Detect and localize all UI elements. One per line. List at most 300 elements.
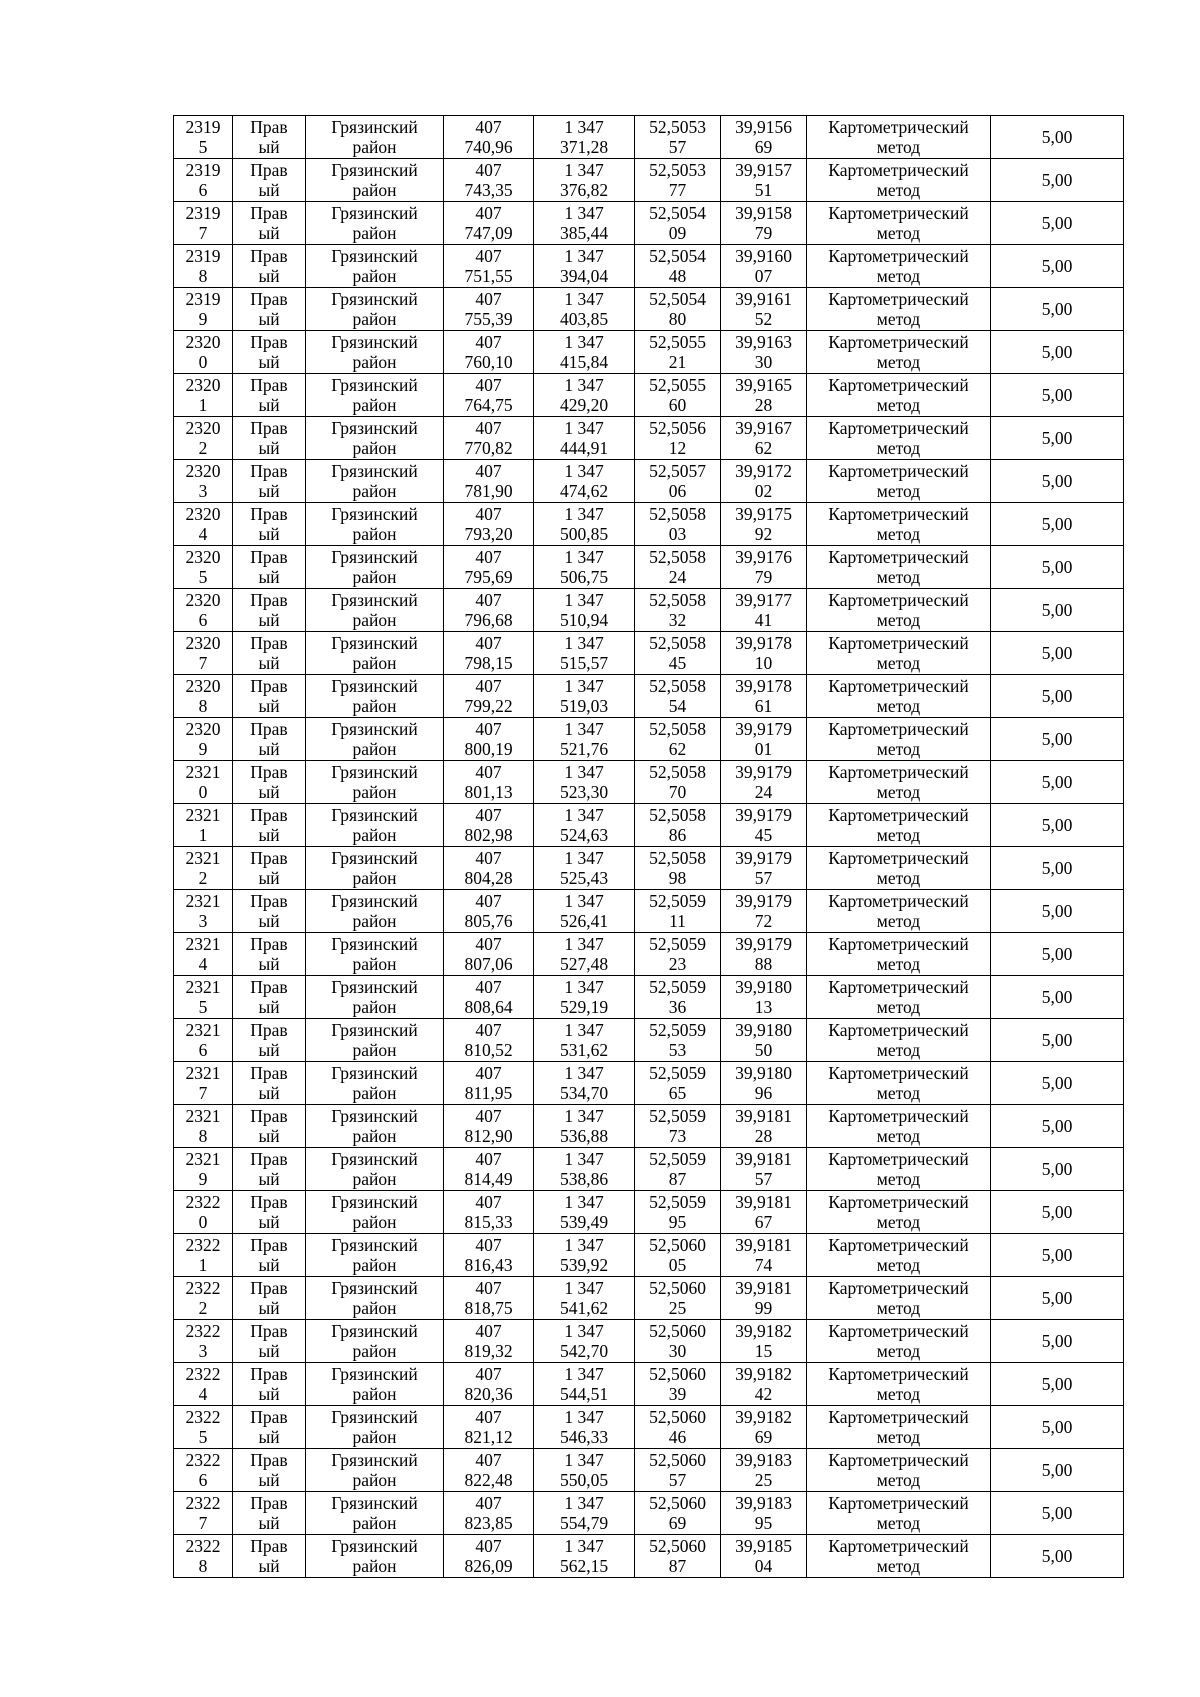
accuracy-cell: 5,00 (991, 1277, 1124, 1320)
longitude-cell-line: 39,9183 (735, 1493, 792, 1513)
table-row (174, 1105, 1124, 1148)
latitude-cell-line: 98 (668, 868, 687, 888)
longitude-cell-line: 39,9182 (735, 1321, 792, 1341)
district-cell (306, 288, 444, 331)
longitude-cell (721, 1191, 807, 1234)
table-row (174, 1062, 1124, 1105)
y-coordinate-cell (534, 288, 635, 331)
point-number-cell-line: 0 (198, 352, 208, 372)
district-cell-line: район (352, 524, 397, 544)
bank-side-cell (233, 1234, 306, 1277)
method-cell-line: метод (876, 1556, 921, 1576)
bank-side-cell-line: ый (258, 1470, 280, 1490)
x-coordinate-cell-line: 407 (475, 891, 502, 911)
point-number-cell-line: 2322 (185, 1321, 221, 1341)
latitude-cell (635, 1105, 721, 1148)
bank-side-cell-line: ый (258, 1384, 280, 1404)
longitude-cell-line: 39,9158 (735, 203, 792, 223)
x-coordinate-cell (444, 632, 534, 675)
y-coordinate-cell (534, 589, 635, 632)
longitude-cell-line: 61 (754, 696, 773, 716)
x-coordinate-cell (444, 503, 534, 546)
district-cell-line: Грязинский (331, 719, 418, 739)
accuracy-cell: 5,00 (991, 1105, 1124, 1148)
method-cell-line: Картометрический (828, 1149, 969, 1169)
point-number-cell-line: 2321 (185, 934, 221, 954)
longitude-cell-line: 07 (754, 266, 773, 286)
method-cell (807, 460, 991, 503)
y-coordinate-cell-line: 515,57 (559, 653, 609, 673)
y-coordinate-cell (534, 933, 635, 976)
method-cell-line: Картометрический (828, 117, 969, 137)
point-number-cell-line: 2322 (185, 1192, 221, 1212)
y-coordinate-cell-line: 538,86 (559, 1169, 609, 1189)
point-number-cell-line: 8 (198, 1556, 208, 1576)
district-cell-line: район (352, 868, 397, 888)
bank-side-cell (233, 632, 306, 675)
method-cell-line: метод (876, 567, 921, 587)
bank-side-cell-line: Прав (250, 418, 288, 438)
table-row (174, 632, 1124, 675)
accuracy-cell: 5,00 (991, 675, 1124, 718)
district-cell-line: Грязинский (331, 1278, 418, 1298)
longitude-cell-line: 45 (754, 825, 773, 845)
y-coordinate-cell-line: 1 347 (564, 1235, 604, 1255)
bank-side-cell-line: Прав (250, 719, 288, 739)
method-cell (807, 1492, 991, 1535)
longitude-cell-line: 39,9183 (735, 1450, 792, 1470)
latitude-cell (635, 1320, 721, 1363)
district-cell-line: Грязинский (331, 547, 418, 567)
district-cell-line: район (352, 1298, 397, 1318)
y-coordinate-cell-line: 1 347 (564, 1063, 604, 1083)
point-number-cell (174, 1492, 233, 1535)
x-coordinate-cell-line: 751,55 (464, 266, 513, 286)
y-coordinate-cell-line: 1 347 (564, 289, 604, 309)
method-cell (807, 503, 991, 546)
method-cell (807, 1019, 991, 1062)
district-cell (306, 761, 444, 804)
method-cell-line: метод (876, 395, 921, 415)
x-coordinate-cell (444, 1535, 534, 1578)
point-number-cell-line: 1 (198, 825, 208, 845)
table-row (174, 675, 1124, 718)
district-cell (306, 675, 444, 718)
x-coordinate-cell (444, 976, 534, 1019)
longitude-cell-line: 28 (754, 1126, 773, 1146)
longitude-cell (721, 116, 807, 159)
x-coordinate-cell-line: 795,69 (464, 567, 513, 587)
point-number-cell (174, 718, 233, 761)
x-coordinate-cell-line: 823,85 (464, 1513, 513, 1533)
bank-side-cell (233, 1492, 306, 1535)
x-coordinate-cell-line: 796,68 (464, 610, 513, 630)
y-coordinate-cell-line: 371,28 (559, 137, 609, 157)
y-coordinate-cell-line: 527,48 (559, 954, 609, 974)
method-cell-line: метод (876, 1126, 921, 1146)
point-number-cell (174, 245, 233, 288)
bank-side-cell (233, 331, 306, 374)
method-cell (807, 804, 991, 847)
table-row (174, 1535, 1124, 1578)
method-cell-line: Картометрический (828, 977, 969, 997)
latitude-cell (635, 847, 721, 890)
y-coordinate-cell (534, 331, 635, 374)
method-cell-line: Картометрический (828, 332, 969, 352)
bank-side-cell-line: ый (258, 954, 280, 974)
accuracy-cell: 5,00 (991, 116, 1124, 159)
y-coordinate-cell-line: 554,79 (559, 1513, 609, 1533)
point-number-cell-line: 2320 (185, 332, 221, 352)
latitude-cell-line: 70 (668, 782, 687, 802)
x-coordinate-cell-line: 816,43 (464, 1255, 513, 1275)
x-coordinate-cell-line: 407 (475, 1020, 502, 1040)
bank-side-cell-line: ый (258, 266, 280, 286)
latitude-cell-line: 52,5058 (649, 848, 706, 868)
latitude-cell-line: 86 (668, 825, 687, 845)
x-coordinate-cell (444, 761, 534, 804)
longitude-cell (721, 890, 807, 933)
bank-side-cell-line: ый (258, 1083, 280, 1103)
method-cell-line: Картометрический (828, 246, 969, 266)
y-coordinate-cell-line: 550,05 (559, 1470, 609, 1490)
x-coordinate-cell-line: 810,52 (464, 1040, 513, 1060)
latitude-cell-line: 52,5056 (649, 418, 706, 438)
accuracy-cell: 5,00 (991, 374, 1124, 417)
district-cell-line: район (352, 825, 397, 845)
point-number-cell-line: 2321 (185, 805, 221, 825)
x-coordinate-cell (444, 589, 534, 632)
method-cell (807, 1449, 991, 1492)
district-cell-line: Грязинский (331, 289, 418, 309)
method-cell-line: Картометрический (828, 633, 969, 653)
point-number-cell (174, 159, 233, 202)
point-number-cell (174, 890, 233, 933)
longitude-cell-line: 39,9182 (735, 1364, 792, 1384)
longitude-cell-line: 42 (754, 1384, 773, 1404)
district-cell (306, 1492, 444, 1535)
y-coordinate-cell-line: 1 347 (564, 891, 604, 911)
bank-side-cell-line: Прав (250, 1450, 288, 1470)
latitude-cell-line: 62 (668, 739, 687, 759)
method-cell-line: Картометрический (828, 934, 969, 954)
point-number-cell-line: 2322 (185, 1364, 221, 1384)
y-coordinate-cell (534, 1492, 635, 1535)
method-cell-line: Картометрический (828, 719, 969, 739)
x-coordinate-cell (444, 1062, 534, 1105)
x-coordinate-cell (444, 1363, 534, 1406)
bank-side-cell (233, 288, 306, 331)
longitude-cell-line: 39,9167 (735, 418, 792, 438)
bank-side-cell-line: ый (258, 395, 280, 415)
point-number-cell (174, 933, 233, 976)
y-coordinate-cell-line: 1 347 (564, 246, 604, 266)
accuracy-cell: 5,00 (991, 933, 1124, 976)
x-coordinate-cell (444, 933, 534, 976)
bank-side-cell-line: Прав (250, 1020, 288, 1040)
point-number-cell-line: 2319 (185, 203, 221, 223)
method-cell (807, 374, 991, 417)
longitude-cell-line: 39,9181 (735, 1149, 792, 1169)
point-number-cell-line: 8 (198, 266, 208, 286)
longitude-cell (721, 1019, 807, 1062)
longitude-cell-line: 39,9179 (735, 934, 792, 954)
bank-side-cell-line: ый (258, 739, 280, 759)
method-cell (807, 1105, 991, 1148)
method-cell-line: Картометрический (828, 891, 969, 911)
district-cell-line: Грязинский (331, 1149, 418, 1169)
longitude-cell (721, 933, 807, 976)
bank-side-cell-line: Прав (250, 117, 288, 137)
longitude-cell-line: 39,9185 (735, 1536, 792, 1556)
bank-side-cell-line: Прав (250, 160, 288, 180)
x-coordinate-cell-line: 407 (475, 1149, 502, 1169)
point-number-cell-line: 2319 (185, 289, 221, 309)
longitude-cell-line: 25 (754, 1470, 773, 1490)
longitude-cell (721, 804, 807, 847)
bank-side-cell (233, 1277, 306, 1320)
district-cell (306, 202, 444, 245)
point-number-cell-line: 5 (198, 997, 208, 1017)
district-cell-line: Грязинский (331, 934, 418, 954)
latitude-cell-line: 52,5058 (649, 590, 706, 610)
y-coordinate-cell (534, 503, 635, 546)
table-row (174, 1277, 1124, 1320)
y-coordinate-cell-line: 1 347 (564, 1192, 604, 1212)
y-coordinate-cell-line: 1 347 (564, 1020, 604, 1040)
point-number-cell (174, 1062, 233, 1105)
method-cell-line: метод (876, 1212, 921, 1232)
bank-side-cell-line: Прав (250, 1235, 288, 1255)
table-row (174, 761, 1124, 804)
y-coordinate-cell (534, 374, 635, 417)
method-cell-line: метод (876, 1298, 921, 1318)
method-cell (807, 1363, 991, 1406)
bank-side-cell (233, 804, 306, 847)
bank-side-cell-line: Прав (250, 1493, 288, 1513)
district-cell-line: район (352, 1470, 397, 1490)
method-cell (807, 675, 991, 718)
x-coordinate-cell-line: 747,09 (464, 223, 513, 243)
bank-side-cell-line: ый (258, 1341, 280, 1361)
district-cell-line: район (352, 567, 397, 587)
method-cell (807, 288, 991, 331)
bank-side-cell-line: ый (258, 1212, 280, 1232)
table-row (174, 202, 1124, 245)
point-number-cell-line: 4 (198, 1384, 208, 1404)
method-cell-line: метод (876, 911, 921, 931)
latitude-cell (635, 503, 721, 546)
y-coordinate-cell-line: 474,62 (559, 481, 609, 501)
y-coordinate-cell (534, 1105, 635, 1148)
method-cell-line: метод (876, 1513, 921, 1533)
latitude-cell (635, 718, 721, 761)
x-coordinate-cell-line: 743,35 (464, 180, 513, 200)
point-number-cell-line: 3 (198, 911, 208, 931)
latitude-cell-line: 21 (668, 352, 687, 372)
bank-side-cell-line: ый (258, 223, 280, 243)
longitude-cell-line: 72 (754, 911, 773, 931)
longitude-cell-line: 15 (754, 1341, 773, 1361)
latitude-cell (635, 202, 721, 245)
method-cell (807, 1406, 991, 1449)
latitude-cell (635, 1492, 721, 1535)
point-number-cell-line: 2320 (185, 547, 221, 567)
point-number-cell-line: 2320 (185, 461, 221, 481)
y-coordinate-cell-line: 531,62 (559, 1040, 609, 1060)
x-coordinate-cell-line: 740,96 (464, 137, 513, 157)
longitude-cell (721, 546, 807, 589)
longitude-cell (721, 503, 807, 546)
x-coordinate-cell (444, 1105, 534, 1148)
district-cell (306, 331, 444, 374)
method-cell-line: метод (876, 481, 921, 501)
district-cell (306, 460, 444, 503)
bank-side-cell (233, 417, 306, 460)
latitude-cell-line: 09 (668, 223, 687, 243)
point-number-cell (174, 417, 233, 460)
longitude-cell-line: 30 (754, 352, 773, 372)
district-cell-line: район (352, 997, 397, 1017)
accuracy-cell: 5,00 (991, 460, 1124, 503)
longitude-cell-line: 67 (754, 1212, 773, 1232)
x-coordinate-cell-line: 407 (475, 160, 502, 180)
longitude-cell-line: 39,9179 (735, 848, 792, 868)
y-coordinate-cell-line: 376,82 (559, 180, 609, 200)
point-number-cell-line: 4 (198, 954, 208, 974)
accuracy-cell: 5,00 (991, 503, 1124, 546)
y-coordinate-cell-line: 1 347 (564, 547, 604, 567)
latitude-cell (635, 417, 721, 460)
method-cell-line: Картометрический (828, 160, 969, 180)
district-cell (306, 374, 444, 417)
latitude-cell-line: 46 (668, 1427, 687, 1447)
method-cell-line: метод (876, 868, 921, 888)
latitude-cell (635, 1363, 721, 1406)
table-row (174, 288, 1124, 331)
latitude-cell-line: 52,5059 (649, 1020, 706, 1040)
longitude-cell-line: 10 (754, 653, 773, 673)
latitude-cell-line: 52,5059 (649, 1149, 706, 1169)
y-coordinate-cell-line: 541,62 (559, 1298, 609, 1318)
method-cell (807, 1191, 991, 1234)
x-coordinate-cell (444, 804, 534, 847)
longitude-cell-line: 39,9181 (735, 1278, 792, 1298)
bank-side-cell (233, 1019, 306, 1062)
point-number-cell-line: 5 (198, 567, 208, 587)
district-cell-line: район (352, 782, 397, 802)
bank-side-cell-line: ый (258, 1169, 280, 1189)
point-number-cell-line: 7 (198, 223, 208, 243)
x-coordinate-cell-line: 821,12 (464, 1427, 513, 1447)
bank-side-cell-line: Прав (250, 805, 288, 825)
y-coordinate-cell-line: 1 347 (564, 160, 604, 180)
bank-side-cell-line: Прав (250, 633, 288, 653)
point-number-cell-line: 2321 (185, 1063, 221, 1083)
table-row (174, 847, 1124, 890)
point-number-cell-line: 2321 (185, 891, 221, 911)
point-number-cell-line: 2320 (185, 590, 221, 610)
latitude-cell-line: 60 (668, 395, 687, 415)
x-coordinate-cell (444, 890, 534, 933)
latitude-cell (635, 1234, 721, 1277)
point-number-cell (174, 847, 233, 890)
x-coordinate-cell (444, 245, 534, 288)
x-coordinate-cell-line: 407 (475, 805, 502, 825)
y-coordinate-cell-line: 1 347 (564, 676, 604, 696)
district-cell-line: район (352, 1341, 397, 1361)
bank-side-cell-line: ый (258, 868, 280, 888)
longitude-cell (721, 1062, 807, 1105)
method-cell-line: метод (876, 1255, 921, 1275)
x-coordinate-cell-line: 407 (475, 1450, 502, 1470)
longitude-cell (721, 1148, 807, 1191)
accuracy-cell: 5,00 (991, 761, 1124, 804)
x-coordinate-cell-line: 407 (475, 504, 502, 524)
y-coordinate-cell-line: 534,70 (559, 1083, 609, 1103)
x-coordinate-cell-line: 407 (475, 289, 502, 309)
method-cell (807, 1320, 991, 1363)
method-cell (807, 589, 991, 632)
method-cell-line: метод (876, 739, 921, 759)
x-coordinate-cell (444, 374, 534, 417)
table-row (174, 159, 1124, 202)
y-coordinate-cell (534, 546, 635, 589)
y-coordinate-cell (534, 159, 635, 202)
method-cell-line: Картометрический (828, 1192, 969, 1212)
x-coordinate-cell-line: 407 (475, 934, 502, 954)
bank-side-cell-line: Прав (250, 891, 288, 911)
latitude-cell (635, 675, 721, 718)
bank-side-cell (233, 933, 306, 976)
bank-side-cell-line: ый (258, 825, 280, 845)
latitude-cell (635, 632, 721, 675)
longitude-cell-line: 39,9180 (735, 977, 792, 997)
method-cell-line: Картометрический (828, 762, 969, 782)
y-coordinate-cell (534, 202, 635, 245)
latitude-cell (635, 245, 721, 288)
bank-side-cell-line: Прав (250, 977, 288, 997)
method-cell (807, 933, 991, 976)
bank-side-cell-line: ый (258, 997, 280, 1017)
point-number-cell (174, 503, 233, 546)
district-cell-line: район (352, 395, 397, 415)
accuracy-cell: 5,00 (991, 1234, 1124, 1277)
method-cell-line: Картометрический (828, 1106, 969, 1126)
y-coordinate-cell-line: 1 347 (564, 1364, 604, 1384)
accuracy-cell: 5,00 (991, 1148, 1124, 1191)
latitude-cell (635, 1019, 721, 1062)
latitude-cell-line: 52,5058 (649, 805, 706, 825)
district-cell-line: район (352, 1513, 397, 1533)
latitude-cell-line: 80 (668, 309, 687, 329)
bank-side-cell-line: ый (258, 782, 280, 802)
latitude-cell-line: 54 (668, 696, 687, 716)
bank-side-cell (233, 890, 306, 933)
x-coordinate-cell-line: 407 (475, 117, 502, 137)
y-coordinate-cell-line: 521,76 (559, 739, 609, 759)
district-cell-line: Грязинский (331, 504, 418, 524)
x-coordinate-cell-line: 407 (475, 1278, 502, 1298)
district-cell-line: Грязинский (331, 1407, 418, 1427)
method-cell-line: метод (876, 954, 921, 974)
longitude-cell-line: 39,9176 (735, 547, 792, 567)
district-cell (306, 976, 444, 1019)
accuracy-cell: 5,00 (991, 1406, 1124, 1449)
y-coordinate-cell (534, 632, 635, 675)
bank-side-cell (233, 589, 306, 632)
y-coordinate-cell-line: 500,85 (559, 524, 609, 544)
